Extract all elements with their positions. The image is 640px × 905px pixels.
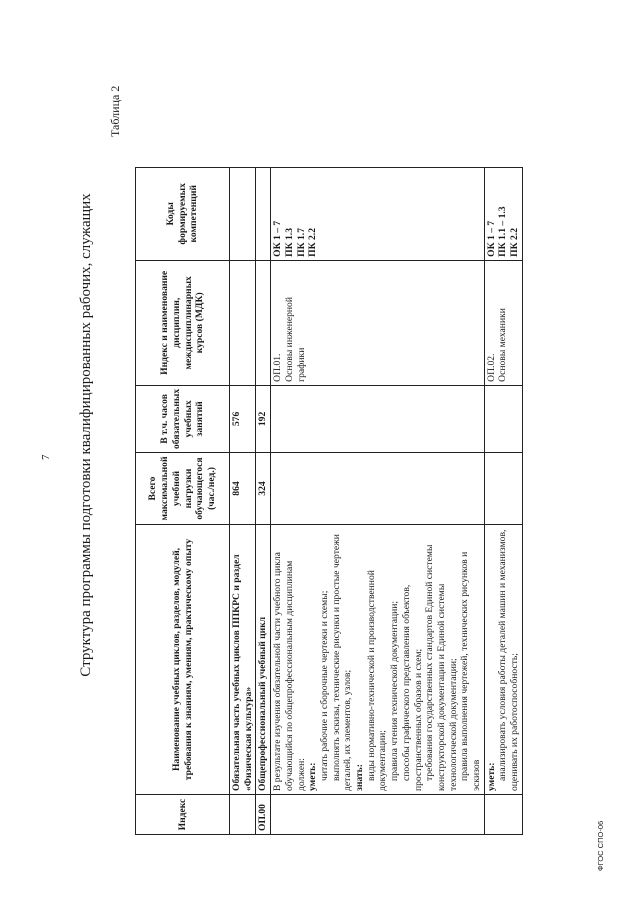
cell-name: Общепрофессиональный учебный цикл	[256, 525, 271, 795]
competency-code: ПК 1.7	[295, 228, 307, 257]
table-row-mandatory-part	[230, 167, 256, 834]
discipline-code: ОП.01.	[272, 353, 284, 382]
intro-text: В результате изучения обязательной части учебного цикла обучающийся по общепрофессиональным дисциплинам должен:	[272, 552, 307, 791]
competency-code: ОК 1 – 7	[485, 220, 497, 257]
cell-mandatory	[484, 385, 522, 452]
cell-discipline	[271, 260, 485, 385]
cell-mandatory: 576	[230, 385, 256, 452]
cell-competencies	[230, 167, 256, 260]
cell-total	[271, 453, 485, 525]
skill-item: анализировать условия работы деталей машин и механизмов, оценивать их работоспособность;	[497, 529, 521, 791]
skills-label: уметь:	[307, 762, 319, 791]
structure-table	[135, 167, 523, 835]
knowledge-item: правила выполнения чертежей, технических рисунков и эскизов	[459, 551, 483, 791]
footer-code: ФГОС СПО-06	[596, 820, 605, 871]
cell-discipline	[484, 260, 522, 385]
cell-total: 864	[230, 453, 256, 525]
header-competencies: Коды формируемых компетенций	[136, 167, 230, 260]
discipline-code: ОП.02.	[485, 353, 497, 382]
cell-index	[271, 795, 485, 835]
discipline-name: Основы инженерной графики	[283, 297, 307, 382]
knowledge-item: требования государственных стандартов Единой системы конструкторской документации и Единой системы технологической документации;	[424, 544, 459, 791]
competency-code: ПК 1.3	[283, 228, 295, 257]
cell-mandatory	[271, 385, 485, 452]
cell-index	[484, 795, 522, 835]
cell-total	[484, 453, 522, 525]
discipline-name: Основы механики	[497, 308, 509, 382]
skill-item: читать рабочие и сборочные чертежи и схемы;	[318, 590, 330, 781]
table-header-row	[136, 167, 230, 834]
header-index: Индекс	[136, 795, 230, 835]
table-label: Таблица 2	[108, 85, 122, 137]
header-disciplines: Индекс и наименование дисциплин, междисциплинарных курсов (МДК)	[136, 260, 230, 385]
skill-item: выполнять эскизы, технические рисунки и простые чертежи деталей, их элементов, узлов;	[330, 534, 354, 791]
knowledge-item: правила чтения технической документации;	[389, 600, 401, 781]
cell-index: ОП.00	[256, 795, 271, 835]
table-row-op02	[484, 167, 522, 834]
table-row-op01	[271, 167, 485, 834]
cell-competencies	[271, 167, 485, 260]
skills-label: уметь:	[485, 762, 497, 791]
cell-disciplines	[256, 260, 271, 385]
header-name: Наименование учебных циклов, разделов, модулей, требования к знаниям, умениям, практическому опыту	[136, 525, 230, 795]
table-row-op00	[256, 167, 271, 834]
cell-requirements	[484, 525, 522, 795]
cell-requirements	[271, 525, 485, 795]
knowledge-label: знать:	[354, 764, 366, 791]
cell-competencies	[484, 167, 522, 260]
competency-code: ОК 1 – 7	[272, 220, 284, 257]
cell-mandatory: 192	[256, 385, 271, 452]
header-mandatory: В т.ч. часов обязательных учебных занятий	[136, 385, 230, 452]
page-title: Структура программы подготовки квалифицированных рабочих, служащих	[78, 193, 94, 677]
cell-competencies	[256, 167, 271, 260]
knowledge-item: виды нормативно-технической и производственной документации;	[365, 570, 389, 791]
competency-code: ПК 2.2	[307, 228, 319, 257]
header-total: Всего максимальной учебной нагрузки обучающегося (час./нед.)	[136, 453, 230, 525]
cell-total: 324	[256, 453, 271, 525]
page-number: 7	[40, 454, 52, 460]
knowledge-item: способы графического представления объектов, пространственных образов и схем;	[400, 584, 424, 791]
competency-code: ПК 1.1 – 1.3	[497, 206, 509, 257]
cell-disciplines	[230, 260, 256, 385]
cell-index	[230, 795, 256, 835]
competency-code: ПК 2.2	[509, 228, 521, 257]
cell-name: Обязательная часть учебных циклов ППКРС и раздел «Физическая культура»	[230, 525, 256, 795]
